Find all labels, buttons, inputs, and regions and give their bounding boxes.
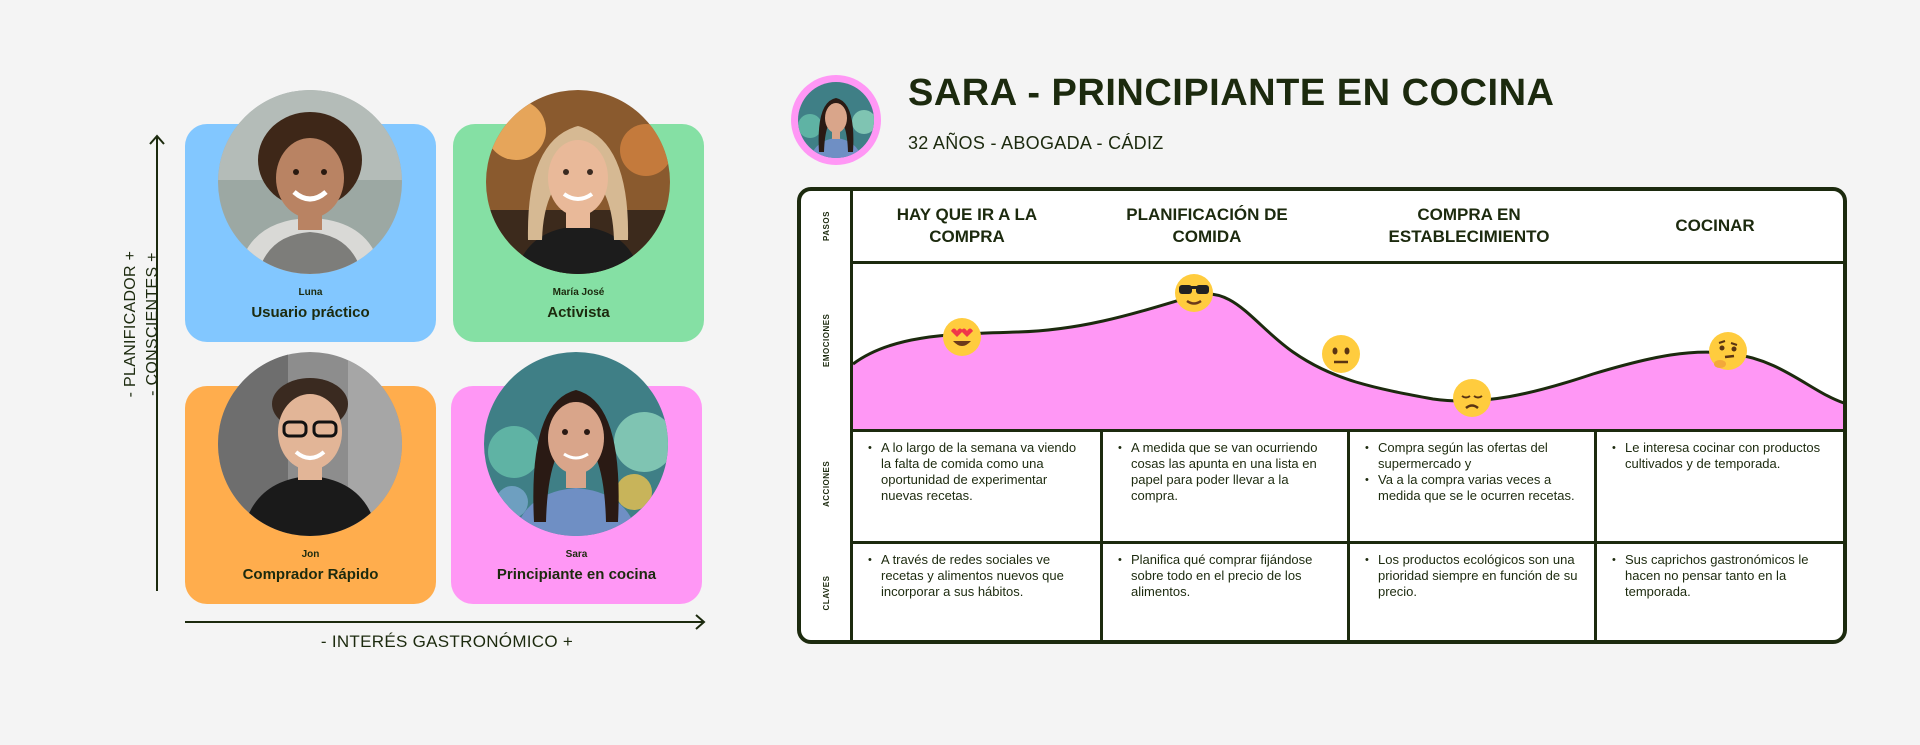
jon-photo	[218, 352, 402, 536]
persona-card-sara[interactable]	[451, 386, 702, 604]
y-axis-label-conscientes: - CONSCIENTES +	[144, 252, 161, 396]
action-cell	[853, 432, 1100, 541]
persona-role: Usuario práctico	[251, 304, 370, 321]
heart-eyes-emoji	[942, 317, 982, 357]
key-item: • Planifica qué comprar fijándose sobre todo en el precio de los alimentos.	[1131, 552, 1335, 600]
step-compra-en-establecimiento: COMPRA EN ESTABLECIMIENTO	[1388, 205, 1550, 246]
luna-photo	[218, 90, 402, 274]
persona-name: Jon	[301, 549, 320, 560]
persona-role: Comprador Rápido	[242, 566, 379, 583]
page-title: SARA - PRINCIPIANTE EN COCINA	[908, 72, 1555, 114]
key-item: • Sus caprichos gastronómicos le hacen no pensar tanto en la temporada.	[1625, 552, 1835, 600]
key-item: • Los productos ecológicos son una prioridad siempre en función de su precio.	[1378, 552, 1582, 600]
persona-role: Principiante en cocina	[496, 566, 657, 583]
step-hay-que-ir-a-la-compra: HAY QUE IR A LA COMPRA	[896, 205, 1038, 246]
sara-small-portrait-image	[798, 82, 874, 158]
persona-name: Luna	[298, 287, 323, 298]
horizontal-axis-arrow	[183, 612, 707, 632]
persona-name: María José	[552, 287, 605, 298]
thinking-face-emoji	[1708, 331, 1748, 371]
sunglasses-emoji	[1174, 273, 1214, 313]
action-item: • A medida que se van ocurriendo cosas las apunta en una lista en papel para poder llevar a la compra.	[1131, 440, 1335, 504]
persona-subtitle: 32 AÑOS - ABOGADA - CÁDIZ	[908, 133, 1164, 153]
key-cell	[1103, 544, 1347, 644]
action-item: • Compra según las ofertas del supermercado y	[1378, 440, 1582, 472]
sara-header-avatar	[791, 75, 881, 165]
key-cell	[853, 544, 1100, 644]
maria-jose-photo	[486, 90, 670, 274]
persona-card-luna[interactable]	[185, 124, 436, 342]
key-cell	[1350, 544, 1594, 644]
action-item: • A lo largo de la semana va viendo la falta de comida como una oportunidad de experimentar nuevas recetas.	[881, 440, 1088, 504]
action-cell	[1103, 432, 1347, 541]
y-axis-label-planificador: - PLANIFICADOR +	[122, 250, 139, 398]
persona-name: Sara	[565, 549, 588, 560]
maria-jose-portrait-image	[486, 90, 670, 274]
journey-map	[797, 187, 1847, 644]
sara-portrait-image	[484, 352, 668, 536]
x-axis-label: - INTERÉS GASTRONÓMICO +	[320, 632, 574, 651]
key-cell	[1597, 544, 1847, 644]
action-item: • Va a la compra varias veces a medida que se le ocurren recetas.	[1378, 472, 1582, 504]
row-label-claves: CLAVES	[822, 575, 831, 611]
row-label-emociones: EMOCIONES	[822, 313, 831, 367]
jon-portrait-image	[218, 352, 402, 536]
y-axis-label	[120, 234, 164, 414]
persona-role: Activista	[547, 304, 610, 321]
action-cell	[1350, 432, 1594, 541]
action-item: • Le interesa cocinar con productos cultivados y de temporada.	[1625, 440, 1835, 472]
step-cocinar: COCINAR	[1675, 216, 1755, 235]
luna-portrait-image	[218, 90, 402, 274]
persona-card-maria-jose[interactable]	[453, 124, 704, 342]
neutral-face-emoji	[1321, 334, 1361, 374]
key-item: • A través de redes sociales ve recetas y alimentos nuevos que incorporar a sus hábitos.	[881, 552, 1088, 600]
pensive-face-emoji	[1452, 378, 1492, 418]
row-label-acciones: ACCIONES	[822, 460, 831, 507]
row-label-pasos: PASOS	[822, 211, 831, 241]
action-cell	[1597, 432, 1847, 541]
step-planificacion-de-comida: PLANIFICACIÓN DE COMIDA	[1126, 205, 1288, 246]
persona-card-jon[interactable]	[185, 386, 436, 604]
sara-photo	[484, 352, 668, 536]
